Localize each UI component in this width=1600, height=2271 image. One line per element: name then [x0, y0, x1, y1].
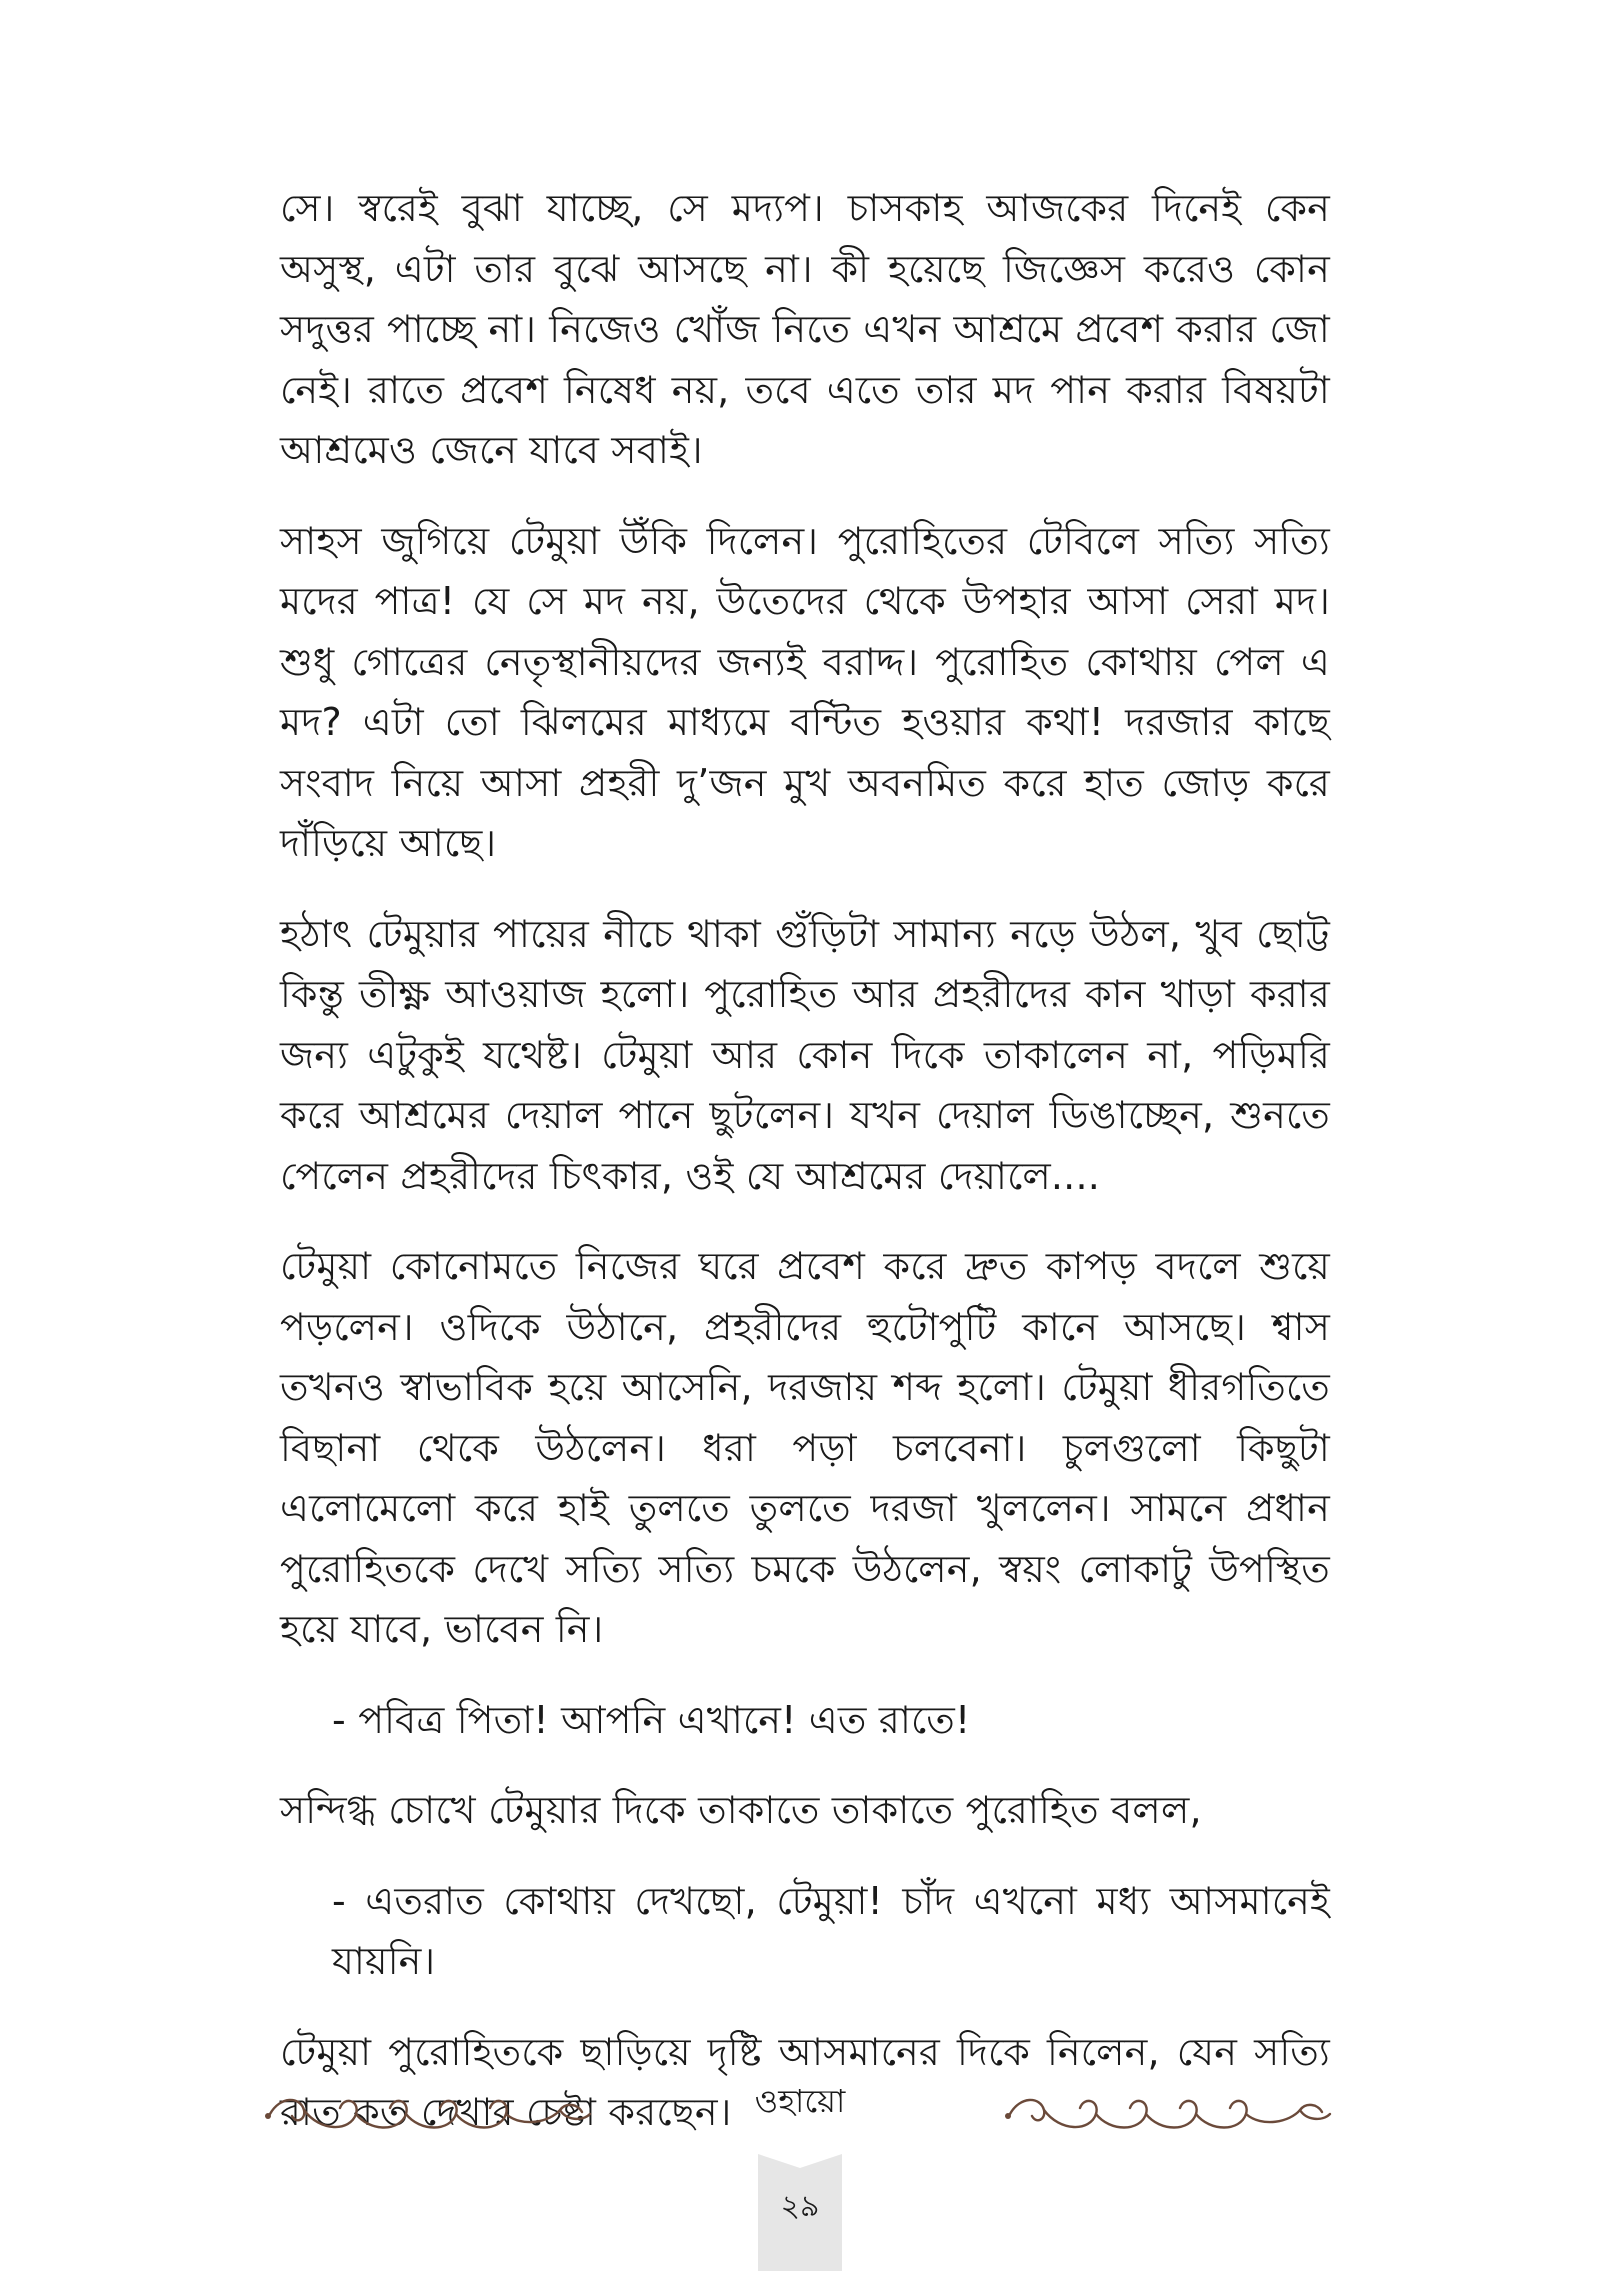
paragraph-1: সে। স্বরেই বুঝা যাচ্ছে, সে মদ্যপ। চাসকাহ আজকের দিনেই কেন অসুস্থ, এটা তার বুঝে আসছে না। কী হয়েছে জিজ্ঞেস করেও কোন সদুত্তর পাচ্ছে না। নিজেও খোঁজ নিতে এখন আশ্রমে প্রবেশ করার জো নেই। রাতে প্রবেশ নিষেধ নয়, তবে এতে তার মদ পান করার বিষয়টা আশ্রমেও জেনে যাবে সবাই।: [280, 186, 1330, 472]
book-title: ওহায়ো: [754, 2082, 846, 2120]
tab-notch-icon: [758, 2154, 842, 2168]
paragraph-6: টেমুয়া পুরোহিতকে ছাড়িয়ে দৃষ্টি আসমানের দিকে নিলেন, যেন সত্যি রাত কত দেখার চেষ্টা করছেন।: [280, 2029, 1330, 2134]
page-number: ২৯: [780, 2189, 820, 2224]
flourish-ornament-icon: [1000, 2082, 1340, 2142]
dialogue-line-1: - পবিত্র পিতা! আপনি এখানে! এত রাতে!: [332, 1697, 971, 1742]
dialogue-line-2: - এতরাত কোথায় দেখছো, টেমুয়া! চাঁদ এখনো মধ্য আসমানেই যায়নি।: [332, 1878, 1330, 1983]
paragraph-3: হঠাৎ টেমুয়ার পায়ের নীচে থাকা গুঁড়িটা সামান্য নড়ে উঠল, খুব ছোট্ট কিন্তু তীক্ষ্ণ আওয়াজ হলো। পুরোহিত আর প্রহরীদের কান খাড়া করার জন্য এটুকুই যথেষ্ট। টেমুয়া আর কোন দিকে তাকালেন না, পড়িমরি করে আশ্রমের দেয়াল পানে ছুটলেন। যখন দেয়াল ডিঙাচ্ছেন, শুনতে পেলেন প্রহরীদের চিৎকার, ওই যে আশ্রমের দেয়ালে....: [280, 911, 1330, 1198]
page-footer: [0, 2060, 1600, 2271]
paragraph-5: সন্দিগ্ধ চোখে টেমুয়ার দিকে তাকাতে তাকাতে পুরোহিত বলল,: [280, 1788, 1202, 1832]
paragraph-2: সাহস জুগিয়ে টেমুয়া উঁকি দিলেন। পুরোহিতের টেবিলে সত্যি সত্যি মদের পাত্র! যে সে মদ নয়, উতেদের থেকে উপহার আসা সেরা মদ। শুধু গোত্রের নেতৃস্থানীয়দের জন্যই বরাদ্দ। পুরোহিত কোথায় পেল এ মদ? এটা তো ঝিলমের মাধ্যমে বন্টিত হওয়ার কথা! দরজার কাছে সংবাদ নিয়ে আসা প্রহরী দু’জন মুখ অবনমিত করে হাত জোড় করে দাঁড়িয়ে আছে।: [280, 518, 1330, 865]
flourish-ornament-icon: [260, 2082, 600, 2142]
page-number-tab: [758, 2154, 842, 2271]
page-body: [280, 178, 1330, 2173]
paragraph-4: টেমুয়া কোনোমতে নিজের ঘরে প্রবেশ করে দ্রুত কাপড় বদলে শুয়ে পড়লেন। ওদিকে উঠানে, প্রহরীদের হুটোপুটি কানে আসছে। শ্বাস তখনও স্বাভাবিক হয়ে আসেনি, দরজায় শব্দ হলো। টেমুয়া ধীরগতিতে বিছানা থেকে উঠলেন। ধরা পড়া চলবেনা। চুলগুলো কিছুটা এলোমেলো করে হাই তুলতে তুলতে দরজা খুললেন। সামনে প্রধান পুরোহিতকে দেখে সত্যি সত্যি চমকে উঠলেন, স্বয়ং লোকাটু উপস্থিত হয়ে যাবে, ভাবেন নি।: [280, 1244, 1330, 1651]
